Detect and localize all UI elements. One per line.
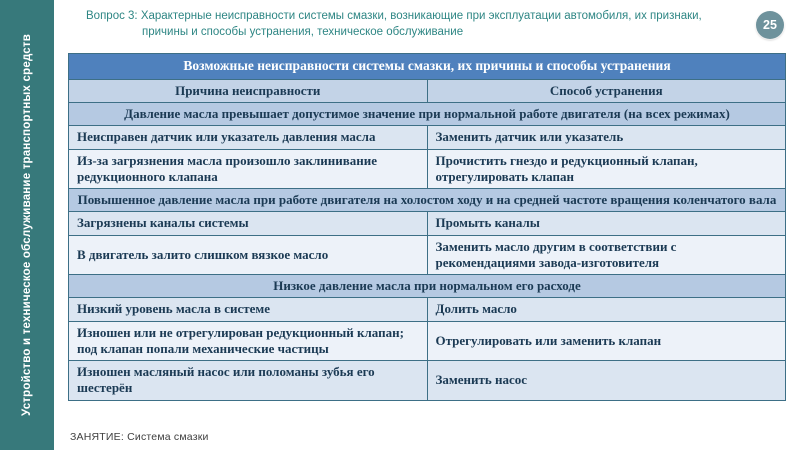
cause-cell: Неисправен датчик или указатель давления масла	[69, 126, 428, 149]
remedy-cell: Заменить насос	[427, 361, 786, 401]
table-row	[69, 361, 786, 401]
section-heading-row	[69, 103, 786, 126]
table-title: Возможные неисправности системы смазки, их причины и способы устранения	[69, 54, 786, 80]
section-heading: Давление масла превышает допустимое значение при нормальной работе двигателя (на всех режимах)	[69, 103, 786, 126]
table-column-header-row	[69, 79, 786, 102]
cause-cell: Изношен масляный насос или поломаны зубья его шестерён	[69, 361, 428, 401]
section-heading-row	[69, 275, 786, 298]
remedy-cell: Прочистить гнездо и редукционный клапан, отрегулировать клапан	[427, 149, 786, 189]
remedy-cell: Отрегулировать или заменить клапан	[427, 321, 786, 361]
column-header-remedy: Способ устранения	[427, 79, 786, 102]
footer-lesson-label: ЗАНЯТИЕ: Система смазки	[70, 431, 209, 443]
table-row	[69, 212, 786, 235]
cause-cell: Загрязнены каналы системы	[69, 212, 428, 235]
table-row	[69, 298, 786, 321]
table-row	[69, 149, 786, 189]
table-row	[69, 126, 786, 149]
remedy-cell: Долить масло	[427, 298, 786, 321]
column-header-cause: Причина неисправности	[69, 79, 428, 102]
table-row	[69, 235, 786, 275]
section-heading: Повышенное давление масла при работе двигателя на холостом ходу и на средней частоте вращения коленчатого вала	[69, 189, 786, 212]
table-title-row	[69, 54, 786, 80]
page-number-badge: 25	[756, 11, 784, 39]
cause-cell: Изношен или не отрегулирован редукционный клапан; под клапан попали механические частицы	[69, 321, 428, 361]
remedy-cell: Заменить масло другим в соответствии с рекомендациями завода-изготовителя	[427, 235, 786, 275]
sidebar	[0, 0, 54, 450]
remedy-cell: Заменить датчик или указатель	[427, 126, 786, 149]
faults-table	[68, 53, 786, 401]
remedy-cell: Промыть каналы	[427, 212, 786, 235]
cause-cell: Из-за загрязнения масла произошло заклинивание редукционного клапана	[69, 149, 428, 189]
sidebar-vertical-title: Устройство и техническое обслуживание транспортных средств	[20, 34, 33, 416]
section-heading-row	[69, 189, 786, 212]
question-header: Вопрос 3: Характерные неисправности системы смазки, возникающие при эксплуатации автомобиля, их признаки, причины и способы устранения, техническое обслуживание	[86, 10, 702, 38]
section-heading: Низкое давление масла при нормальном его расходе	[69, 275, 786, 298]
table-row	[69, 321, 786, 361]
cause-cell: Низкий уровень масла в системе	[69, 298, 428, 321]
cause-cell: В двигатель залито слишком вязкое масло	[69, 235, 428, 275]
